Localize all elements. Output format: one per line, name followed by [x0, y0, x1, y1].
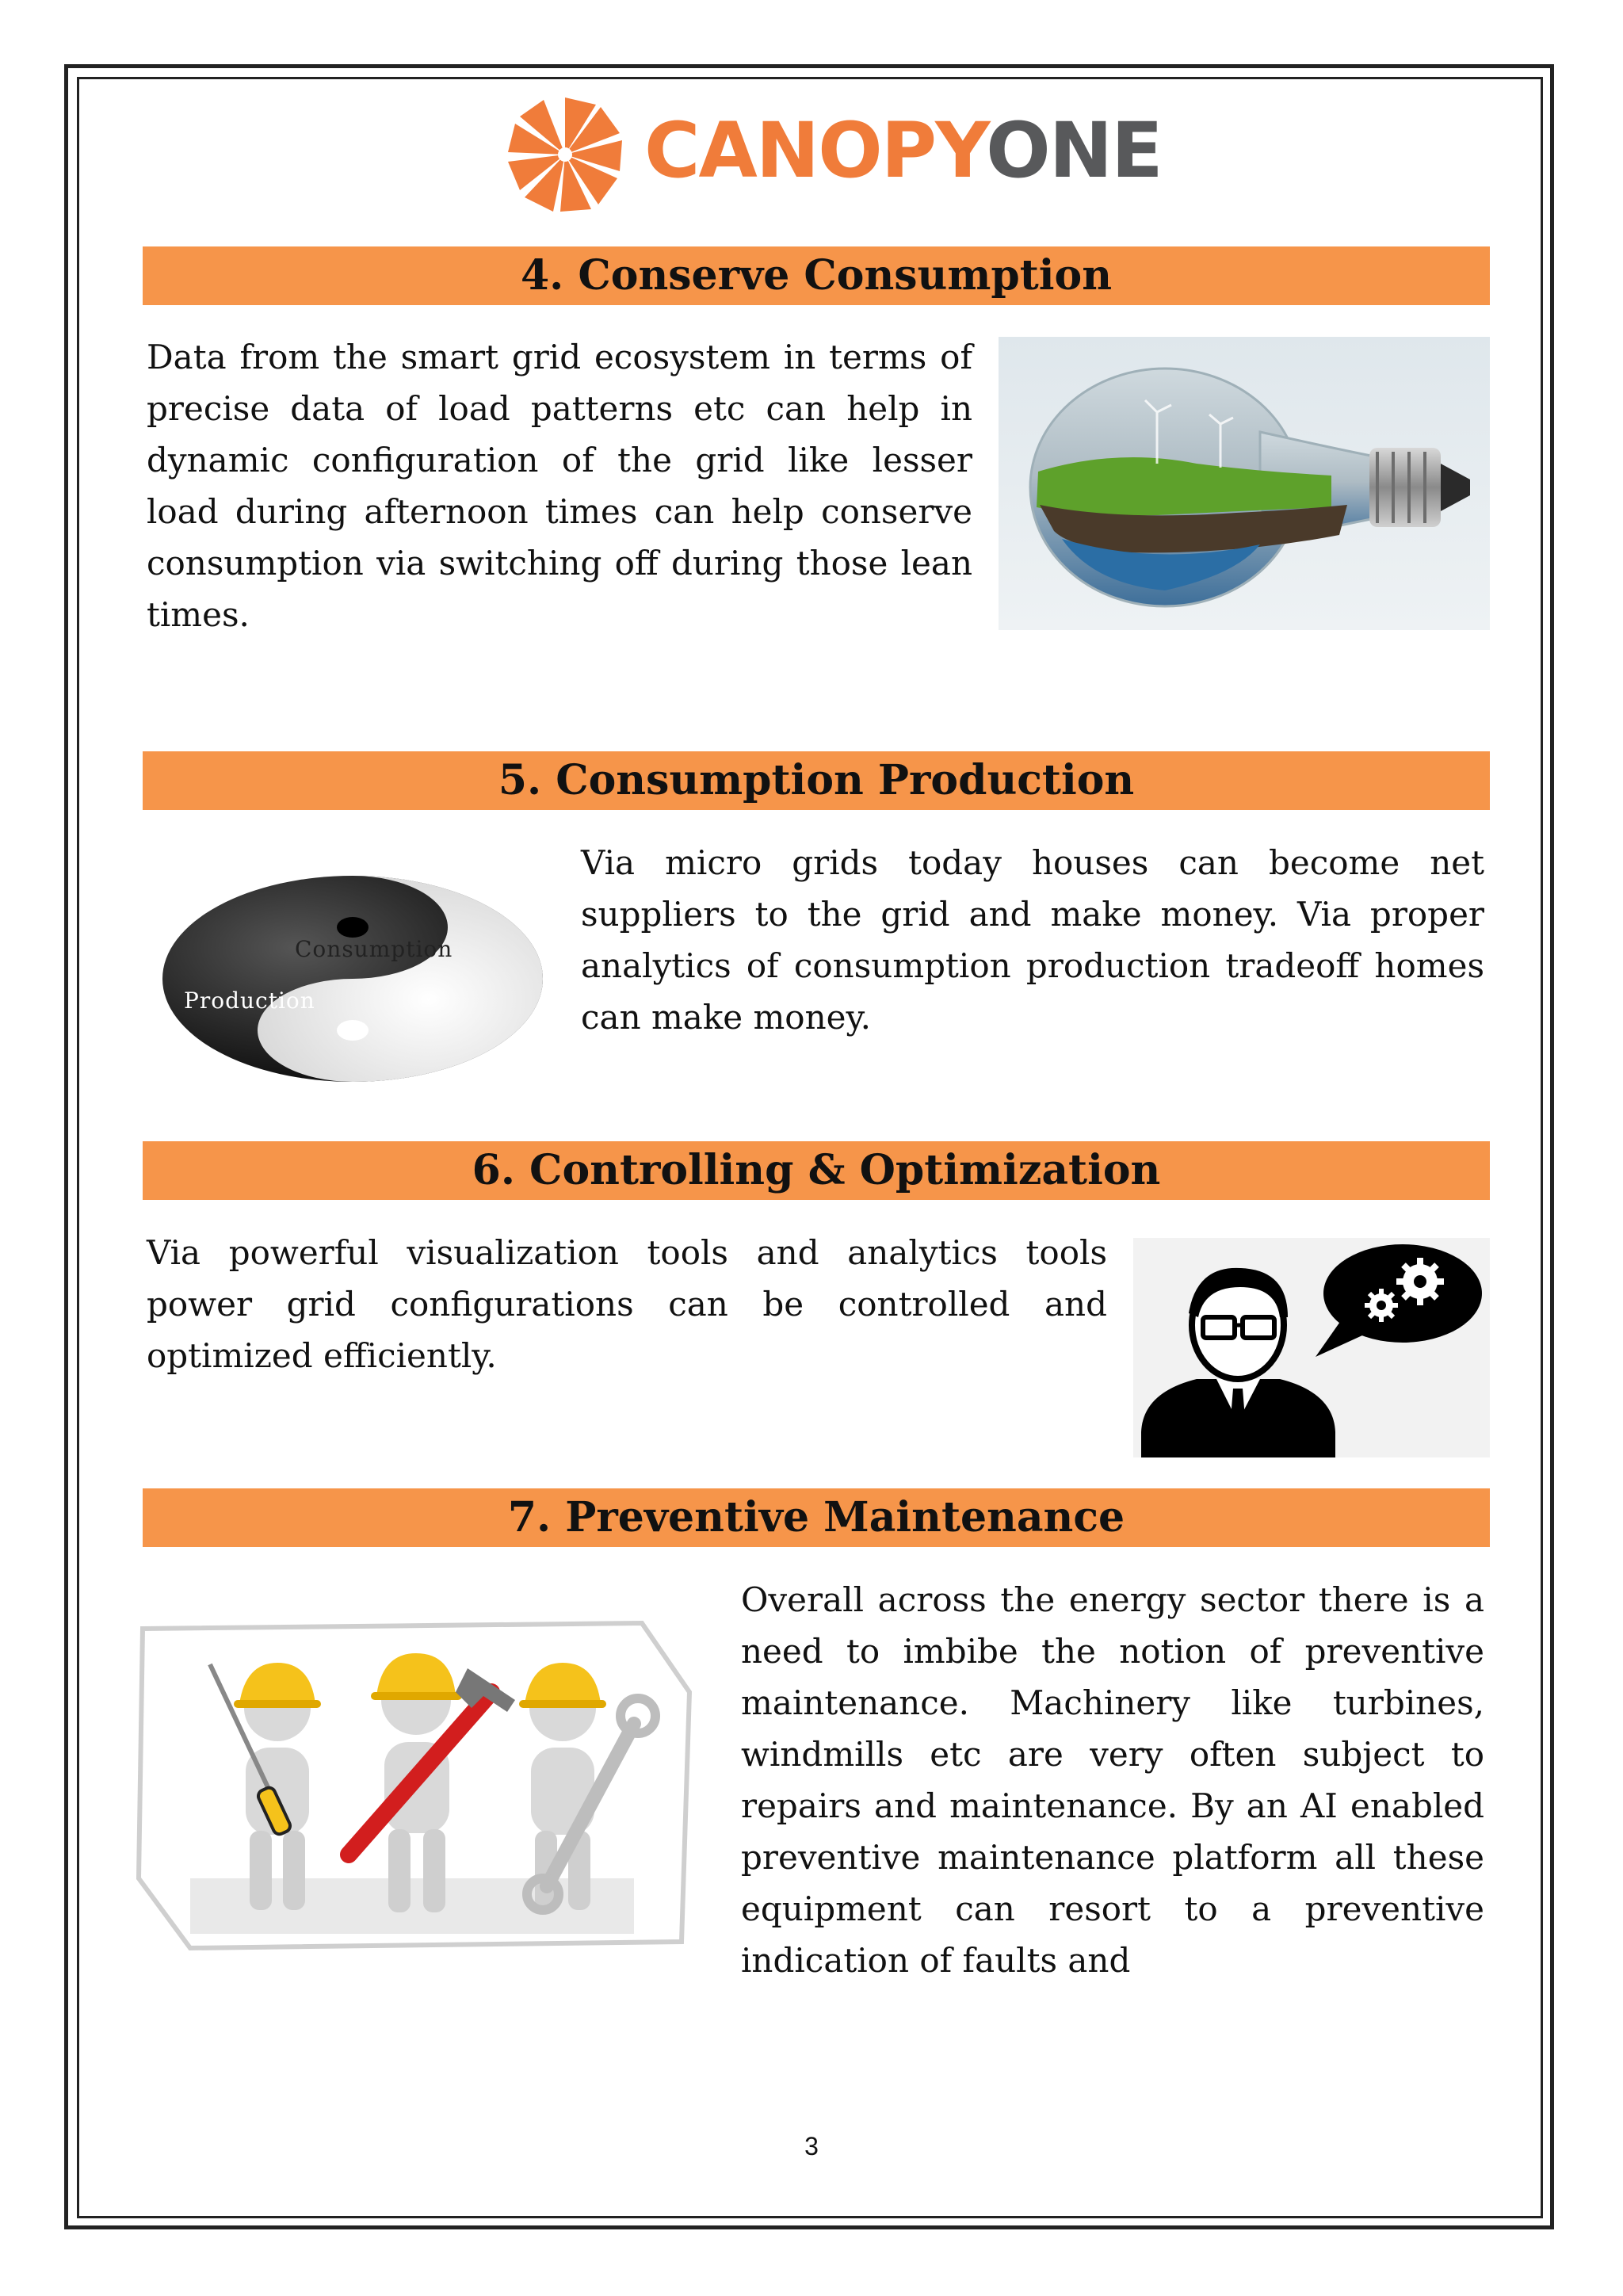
section-7-body: Overall across the energy sector there is a need to imbibe the notion of preventive maintenance. Machinery like turbines, windmills etc are very often subject to repairs and maintenance. By an AI enabled preventive maintenance platform all these equipment can resort to a preventive indication of faults and [741, 1580, 1484, 1980]
section-6-body: Via powerful visualization tools and analytics tools power grid configurations can be controlled and optimized efficiently. [147, 1233, 1107, 1375]
section-4-body: Data from the smart grid ecosystem in terms of precise data of load patterns etc can help in dynamic configuration of the grid like lesser load during afternoon times can help conserve consumption via switching off during those lean times. [147, 338, 972, 634]
section-4-heading-bar [143, 246, 1490, 305]
yin-yang-icon [158, 868, 547, 1086]
section-5-heading-bar [143, 751, 1490, 810]
yin-yang-label-production: Production [184, 988, 315, 1014]
logo-wordmark: CANOPYONE [644, 106, 1162, 195]
section-4-heading: 4. Conserve Consumption [520, 251, 1113, 300]
section-6-heading: 6. Controlling & Optimization [472, 1146, 1161, 1194]
yin-yang-label-consumption: Consumption [295, 936, 453, 962]
person-gears-image [1133, 1238, 1490, 1457]
lightbulb-landscape-image [999, 337, 1490, 630]
section-7-heading-bar [143, 1488, 1490, 1547]
section-5-heading: 5. Consumption Production [498, 756, 1135, 804]
section-5-body: Via micro grids today houses can become net suppliers to the grid and make money. Via proper analytics of consumption production tradeoff homes can make money. [581, 843, 1484, 1037]
canopy-sunburst-icon [506, 95, 624, 214]
section-6-heading-bar [143, 1141, 1490, 1200]
page-number: 3 [804, 2132, 819, 2160]
canopyone-logo [506, 91, 1162, 210]
maintenance-workers-image [135, 1617, 697, 1954]
section-7-heading: 7. Preventive Maintenance [507, 1493, 1125, 1541]
yin-yang-image [158, 868, 547, 1086]
